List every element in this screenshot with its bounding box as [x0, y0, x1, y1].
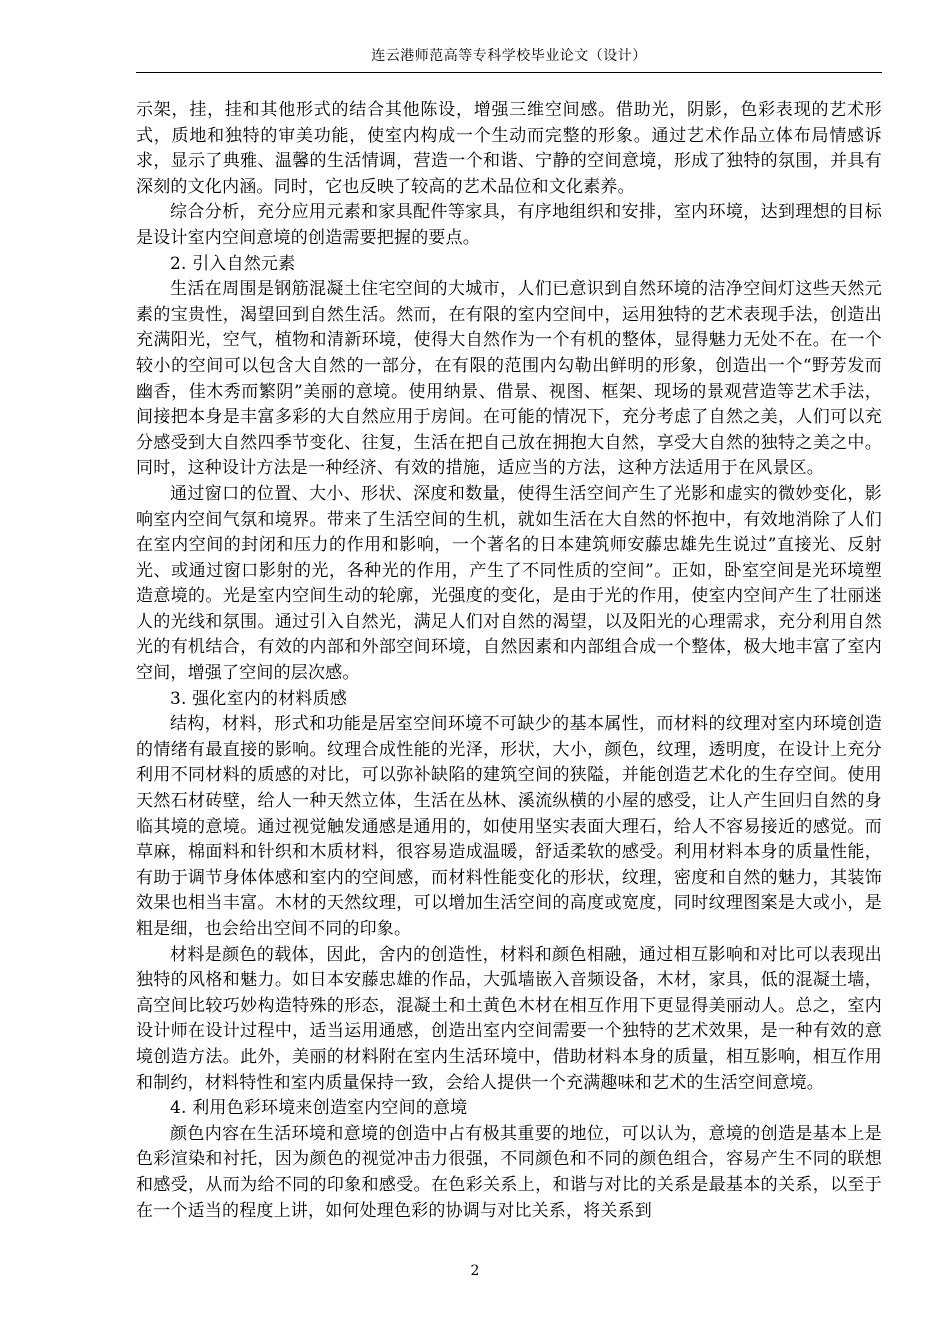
section-heading: 2. 引入自然元素 [170, 253, 296, 274]
paragraph: 颜色内容在生活环境和意境的创造中占有极其重要的地位，可以认为，意境的创造是基本上是色彩渲染和衬托，因为颜色的视觉冲击力很强，不同颜色和不同的颜色组合，容易产生不同的联想和感受，从而为给不同的印象和感受。在色彩关系上，和谐与对比的关系是最基本的关系，以至于在一个适当的程度上讲，如何处理色彩的协调与对比关系，将关系到 [136, 1123, 882, 1221]
paragraph-continuation: 示架，挂，挂和其他形式的结合其他陈设，增强三维空间感。借助光，阴影，色彩表现的艺术形式，质地和独特的审美功能，使室内构成一个生动而完整的形象。通过艺术作品立体布局情感诉求，显示了典雅、温馨的生活情调，营造一个和谐、宁静的空间意境，形成了独特的氛围，并具有深刻的文化内涵。同时，它也反映了较高的艺术品位和文化素养。 [136, 100, 882, 197]
paragraph: 通过窗口的位置、大小、形状、深度和数量，使得生活空间产生了光影和虚实的微妙变化，影响室内空间气氛和境界。带来了生活空间的生机，就如生活在大自然的怀抱中，有效地消除了人们在室内空间的封闭和压力的作用和影响，一个著名的日本建筑师安藤忠雄先生说过”直接光、反射光、或通过窗口影射的光，各种光的作用，产生了不同性质的空间”。正如，卧室空间是光环境塑造意境的。光是室内空间生动的轮廓，光强度的变化，是由于光的作用，使室内空间产生了壮丽迷人的光线和氛围。通过引入自然光，满足人们对自然的渴望，以及阳光的心理需求，充分利用自然光的有机结合，有效的内部和外部空间环境，自然因素和内部组合成一个整体，极大地丰富了室内空间，增强了空间的层次感。 [136, 483, 882, 684]
page-content [136, 98, 882, 1224]
paragraph: 材料是颜色的载体，因此，舍内的创造性，材料和颜色相融，通过相互影响和对比可以表现出独特的风格和魅力。如日本安藤忠雄的作品，大弧墙嵌入音频设备，木材，家具，低的混凝土墙，高空间比较巧妙构造特殊的形态，混凝土和土黄色木材在相互作用下更显得美丽动人。总之，室内设计师在设计过程中，适当运用通感，创造出室内空间需要一个独特的艺术效果，是一种有效的意境创造方法。此外，美丽的材料附在室内生活环境中，借助材料本身的质量，相互影响，相互作用和制约，材料特性和室内质量保持一致，会给人提供一个充满趣味和艺术的生活空间意境。 [136, 944, 882, 1093]
section-heading: 3. 强化室内的材料质感 [170, 688, 348, 709]
running-header: 连云港师范高等专科学校毕业论文（设计） [136, 46, 882, 73]
paragraph: 生活在周围是钢筋混凝土住宅空间的大城市，人们已意识到自然环境的洁净空间灯这些天然元素的宝贵性，渴望回到自然生活。然而，在有限的室内空间中，运用独特的艺术表现手法，创造出充满阳光，空气，植物和清新环境，使得大自然作为一个有机的整体，显得魅力无处不在。在一个较小的空间可以包含大自然的一部分，在有限的范围内勾勒出鲜明的形象，创造出一个“野芳发而幽香，佳木秀而繁阴”美丽的意境。使用纳景、借景、视图、框架、现场的景观营造等艺术手法，间接把本身是丰富多彩的大自然应用于房间。在可能的情况下，充分考虑了自然之美，人们可以充分感受到大自然四季节变化、往复，生活在把自己放在拥抱大自然，享受大自然的独特之美之中。同时，这种设计方法是一种经济、有效的措施，适应当的方法，这种方法适用于在风景区。 [136, 279, 882, 479]
paragraph: 结构，材料，形式和功能是居室空间环境不可缺少的基本属性，而材料的纹理对室内环境创造的情绪有最直接的影响。纹理合成性能的光泽，形状，大小，颜色，纹理，透明度，在设计上充分利用不同材料的质感的对比，可以弥补缺陷的建筑空间的狭隘，并能创造艺术化的生存空间。使用天然石材砖壁，给人一种天然立体，生活在丛林、溪流纵横的小屋的感受，让人产生回归自然的身临其境的意境。通过视觉触发通感是通用的，如使用坚实表面大理石，给人不容易接近的感觉。而草麻，棉面料和针织和木质材料，很容易造成温暖，舒适柔软的感受。利用材料本身的质量性能，有助于调节身体体感和室内的空间感，而材料性能变化的形状，纹理，密度和自然的魅力，其装饰效果也相当丰富。木材的天然纹理，可以增加生活空间的高度或宽度，同时纹理图案是大或小，是粗是细，也会给出空间不同的印象。 [136, 714, 882, 939]
section-heading: 4. 利用色彩环境来创造室内空间的意境 [170, 1098, 468, 1119]
page-number: 2 [470, 1263, 480, 1279]
paragraph: 综合分析，充分应用元素和家具配件等家具，有序地组织和安排，室内环境，达到理想的目标是设计室内空间意境的创造需要把握的要点。 [136, 202, 882, 248]
